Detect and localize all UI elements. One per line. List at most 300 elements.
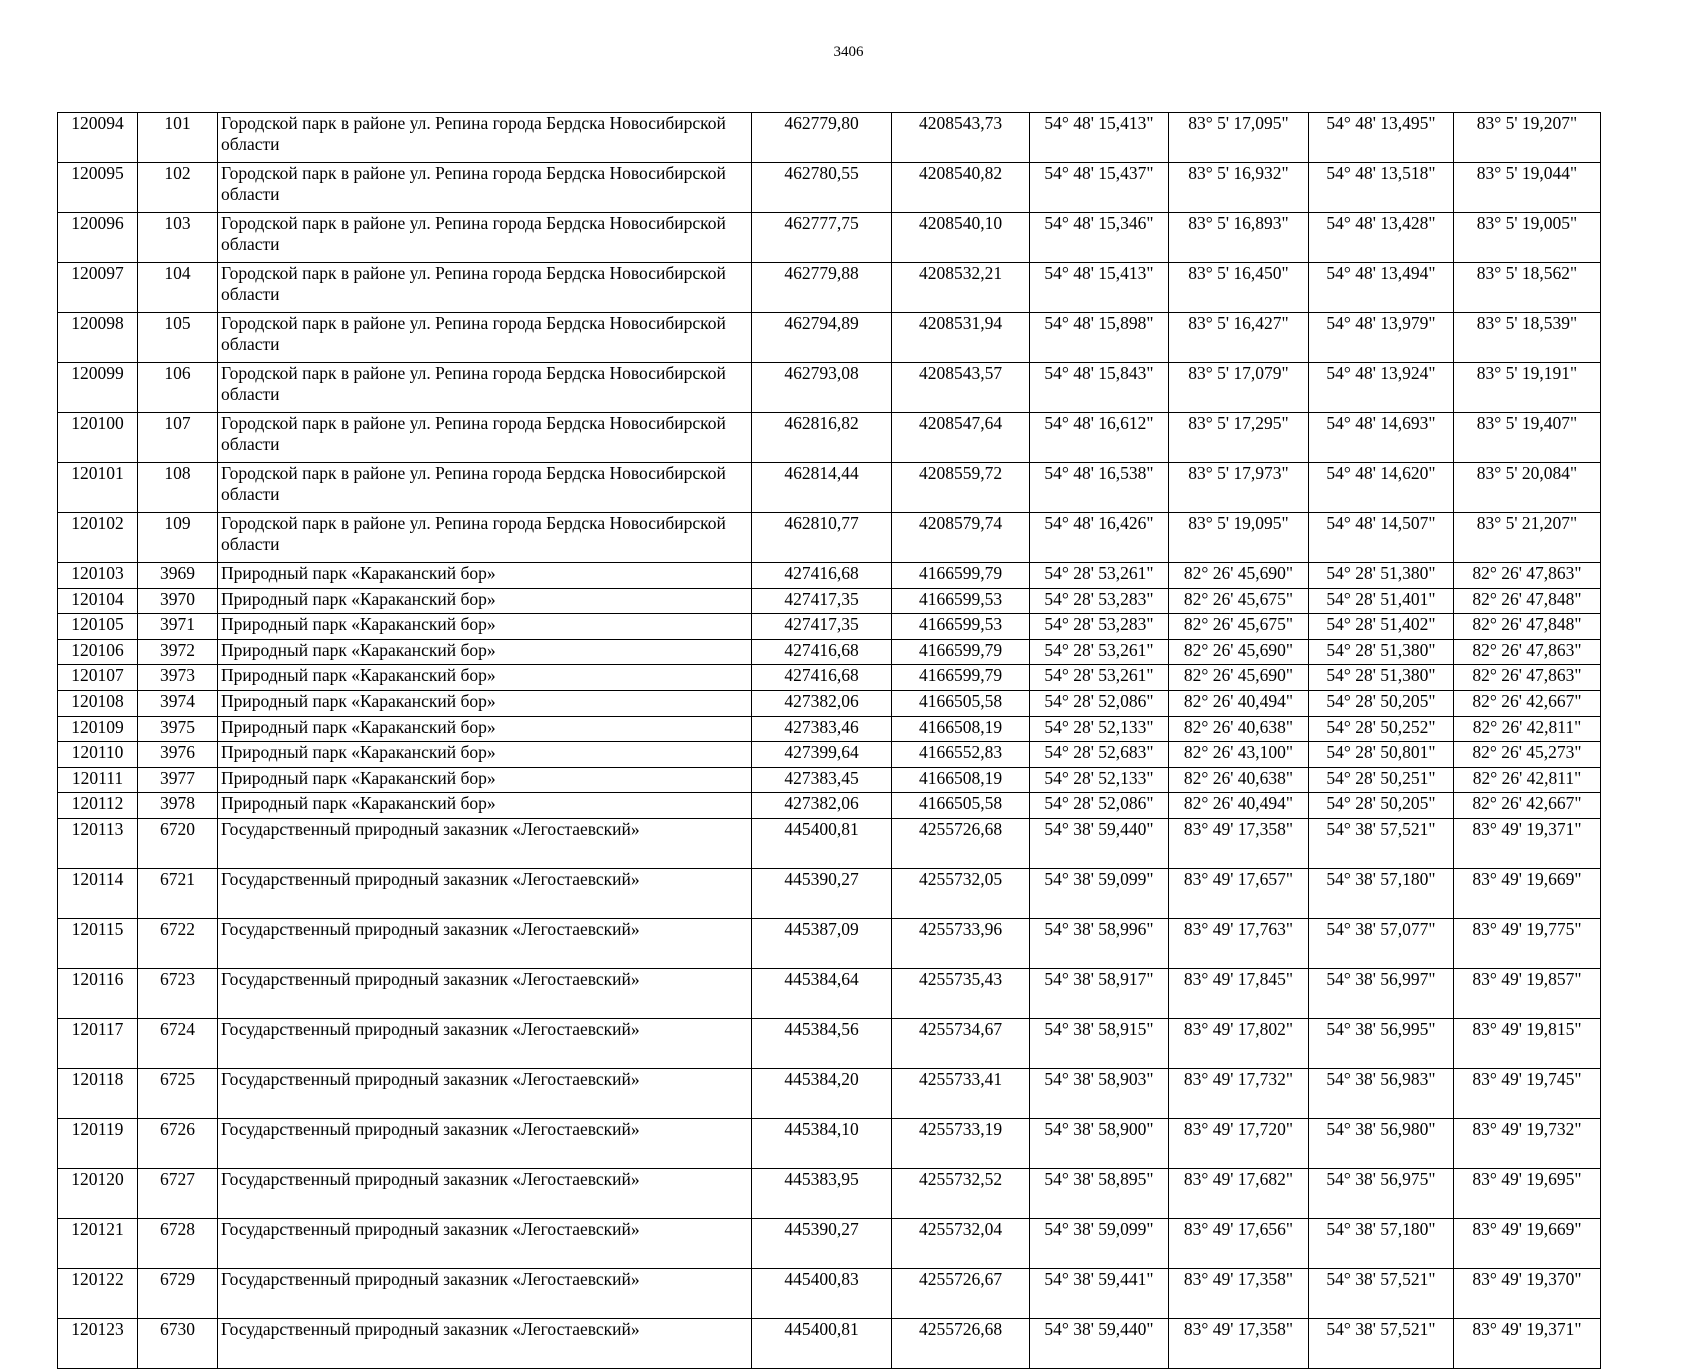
cell-x: 462780,55 — [752, 163, 892, 213]
cell-lat: 54° 48' 16,538" — [1030, 463, 1169, 513]
cell-lon2: 82° 26' 42,667" — [1454, 690, 1601, 716]
cell-y: 4166599,53 — [892, 588, 1030, 614]
cell-lat2: 54° 28' 51,402" — [1309, 614, 1454, 640]
cell-y: 4208543,73 — [892, 113, 1030, 163]
cell-lat2: 54° 28' 50,252" — [1309, 716, 1454, 742]
cell-lat2: 54° 28' 51,380" — [1309, 665, 1454, 691]
cell-lat2: 54° 28' 51,380" — [1309, 563, 1454, 589]
table-row — [58, 1068, 1601, 1118]
cell-lat: 54° 48' 15,346" — [1030, 213, 1169, 263]
cell-id: 120096 — [58, 213, 138, 263]
cell-name: Городской парк в районе ул. Репина города Бердска Новосибирской области — [218, 163, 752, 213]
cell-lat: 54° 38' 58,900" — [1030, 1118, 1169, 1168]
cell-lon2: 83° 49' 19,371" — [1454, 1318, 1601, 1368]
cell-y: 4166599,79 — [892, 665, 1030, 691]
cell-x: 445384,10 — [752, 1118, 892, 1168]
cell-id: 120117 — [58, 1018, 138, 1068]
table-row — [58, 1218, 1601, 1268]
cell-name: Городской парк в районе ул. Репина города Бердска Новосибирской области — [218, 413, 752, 463]
table-body — [58, 113, 1601, 1369]
table-row — [58, 614, 1601, 640]
cell-num: 6726 — [138, 1118, 218, 1168]
cell-name: Государственный природный заказник «Легостаевский» — [218, 1268, 752, 1318]
cell-num: 6723 — [138, 968, 218, 1018]
cell-name: Природный парк «Караканский бор» — [218, 690, 752, 716]
cell-num: 105 — [138, 313, 218, 363]
cell-id: 120114 — [58, 868, 138, 918]
cell-name: Городской парк в районе ул. Репина города Бердска Новосибирской области — [218, 113, 752, 163]
cell-y: 4255726,67 — [892, 1268, 1030, 1318]
cell-lat: 54° 38' 58,917" — [1030, 968, 1169, 1018]
table-row — [58, 716, 1601, 742]
cell-lat2: 54° 38' 57,521" — [1309, 818, 1454, 868]
cell-x: 462794,89 — [752, 313, 892, 363]
cell-lat: 54° 28' 52,133" — [1030, 767, 1169, 793]
cell-lat: 54° 38' 59,099" — [1030, 1218, 1169, 1268]
cell-lat: 54° 38' 59,441" — [1030, 1268, 1169, 1318]
cell-lon: 83° 5' 17,973" — [1169, 463, 1309, 513]
cell-id: 120105 — [58, 614, 138, 640]
cell-name: Природный парк «Караканский бор» — [218, 639, 752, 665]
table-row — [58, 563, 1601, 589]
cell-lat: 54° 48' 15,413" — [1030, 113, 1169, 163]
table-row — [58, 163, 1601, 213]
cell-lon2: 82° 26' 42,667" — [1454, 793, 1601, 819]
cell-num: 6720 — [138, 818, 218, 868]
cell-lat: 54° 28' 53,261" — [1030, 665, 1169, 691]
cell-lon: 83° 49' 17,763" — [1169, 918, 1309, 968]
cell-name: Городской парк в районе ул. Репина города Бердска Новосибирской области — [218, 313, 752, 363]
cell-lon: 83° 49' 17,358" — [1169, 1268, 1309, 1318]
cell-num: 3977 — [138, 767, 218, 793]
coordinates-table — [57, 112, 1601, 1369]
cell-num: 3971 — [138, 614, 218, 640]
table-row — [58, 1268, 1601, 1318]
cell-lat: 54° 38' 58,915" — [1030, 1018, 1169, 1068]
cell-lon2: 82° 26' 47,863" — [1454, 639, 1601, 665]
table-row — [58, 588, 1601, 614]
cell-y: 4166599,53 — [892, 614, 1030, 640]
cell-id: 120102 — [58, 513, 138, 563]
table-row — [58, 263, 1601, 313]
cell-y: 4208540,10 — [892, 213, 1030, 263]
cell-id: 120119 — [58, 1118, 138, 1168]
cell-y: 4166505,58 — [892, 690, 1030, 716]
cell-lon2: 83° 49' 19,695" — [1454, 1168, 1601, 1218]
cell-lat2: 54° 48' 13,495" — [1309, 113, 1454, 163]
cell-num: 6730 — [138, 1318, 218, 1368]
cell-id: 120121 — [58, 1218, 138, 1268]
table-row — [58, 793, 1601, 819]
cell-x: 445384,64 — [752, 968, 892, 1018]
table-row — [58, 818, 1601, 868]
cell-y: 4255726,68 — [892, 818, 1030, 868]
cell-lon: 83° 49' 17,657" — [1169, 868, 1309, 918]
table-row — [58, 513, 1601, 563]
cell-num: 102 — [138, 163, 218, 213]
cell-lon: 82° 26' 40,638" — [1169, 716, 1309, 742]
cell-lon2: 83° 49' 19,669" — [1454, 1218, 1601, 1268]
table-row — [58, 968, 1601, 1018]
cell-x: 462814,44 — [752, 463, 892, 513]
table-row — [58, 363, 1601, 413]
cell-lat: 54° 38' 59,099" — [1030, 868, 1169, 918]
cell-lon2: 82° 26' 47,863" — [1454, 563, 1601, 589]
cell-lon2: 83° 5' 19,407" — [1454, 413, 1601, 463]
cell-name: Природный парк «Караканский бор» — [218, 614, 752, 640]
cell-y: 4255735,43 — [892, 968, 1030, 1018]
cell-name: Государственный природный заказник «Легостаевский» — [218, 968, 752, 1018]
table-row — [58, 463, 1601, 513]
cell-id: 120095 — [58, 163, 138, 213]
cell-lat2: 54° 48' 13,979" — [1309, 313, 1454, 363]
cell-x: 427417,35 — [752, 614, 892, 640]
cell-lon2: 83° 5' 18,562" — [1454, 263, 1601, 313]
cell-num: 101 — [138, 113, 218, 163]
table-row — [58, 313, 1601, 363]
cell-lon: 83° 5' 17,079" — [1169, 363, 1309, 413]
cell-lon: 83° 49' 17,358" — [1169, 818, 1309, 868]
cell-y: 4208579,74 — [892, 513, 1030, 563]
table-row — [58, 1118, 1601, 1168]
cell-lon2: 83° 49' 19,857" — [1454, 968, 1601, 1018]
cell-y: 4255726,68 — [892, 1318, 1030, 1368]
cell-lat: 54° 28' 53,283" — [1030, 614, 1169, 640]
cell-lon2: 82° 26' 47,848" — [1454, 588, 1601, 614]
cell-lon2: 83° 49' 19,370" — [1454, 1268, 1601, 1318]
page-number: 3406 — [833, 44, 864, 60]
cell-lat2: 54° 28' 51,401" — [1309, 588, 1454, 614]
cell-lon: 83° 49' 17,802" — [1169, 1018, 1309, 1068]
table-row — [58, 113, 1601, 163]
cell-y: 4208532,21 — [892, 263, 1030, 313]
cell-name: Природный парк «Караканский бор» — [218, 767, 752, 793]
cell-lon2: 82° 26' 47,848" — [1454, 614, 1601, 640]
cell-id: 120118 — [58, 1068, 138, 1118]
cell-lon2: 82° 26' 42,811" — [1454, 716, 1601, 742]
cell-num: 6728 — [138, 1218, 218, 1268]
cell-lon: 83° 49' 17,732" — [1169, 1068, 1309, 1118]
cell-lon: 82° 26' 40,638" — [1169, 767, 1309, 793]
table-row — [58, 1018, 1601, 1068]
cell-num: 108 — [138, 463, 218, 513]
cell-lat: 54° 28' 52,086" — [1030, 690, 1169, 716]
cell-lon2: 83° 5' 20,084" — [1454, 463, 1601, 513]
cell-lon2: 83° 5' 18,539" — [1454, 313, 1601, 363]
cell-y: 4208540,82 — [892, 163, 1030, 213]
cell-name: Природный парк «Караканский бор» — [218, 665, 752, 691]
cell-lon2: 83° 49' 19,775" — [1454, 918, 1601, 968]
cell-lat: 54° 28' 53,261" — [1030, 639, 1169, 665]
cell-x: 445400,83 — [752, 1268, 892, 1318]
cell-lat: 54° 38' 58,895" — [1030, 1168, 1169, 1218]
cell-name: Природный парк «Караканский бор» — [218, 716, 752, 742]
cell-num: 107 — [138, 413, 218, 463]
cell-lat: 54° 48' 15,413" — [1030, 263, 1169, 313]
cell-name: Государственный природный заказник «Легостаевский» — [218, 918, 752, 968]
cell-y: 4208543,57 — [892, 363, 1030, 413]
cell-name: Государственный природный заказник «Легостаевский» — [218, 1068, 752, 1118]
cell-name: Городской парк в районе ул. Репина города Бердска Новосибирской области — [218, 363, 752, 413]
cell-x: 427416,68 — [752, 639, 892, 665]
cell-name: Природный парк «Караканский бор» — [218, 563, 752, 589]
cell-y: 4208531,94 — [892, 313, 1030, 363]
cell-lat2: 54° 38' 57,077" — [1309, 918, 1454, 968]
cell-y: 4166508,19 — [892, 767, 1030, 793]
cell-y: 4255733,41 — [892, 1068, 1030, 1118]
cell-lon: 82° 26' 45,675" — [1169, 588, 1309, 614]
cell-lat2: 54° 28' 50,801" — [1309, 742, 1454, 768]
cell-y: 4255733,19 — [892, 1118, 1030, 1168]
cell-lon: 83° 5' 16,893" — [1169, 213, 1309, 263]
cell-lon2: 82° 26' 45,273" — [1454, 742, 1601, 768]
cell-lat: 54° 38' 58,903" — [1030, 1068, 1169, 1118]
cell-num: 3976 — [138, 742, 218, 768]
cell-lon2: 83° 49' 19,815" — [1454, 1018, 1601, 1068]
cell-lat: 54° 48' 16,612" — [1030, 413, 1169, 463]
cell-id: 120097 — [58, 263, 138, 313]
cell-id: 120108 — [58, 690, 138, 716]
cell-name: Государственный природный заказник «Легостаевский» — [218, 1118, 752, 1168]
cell-lat2: 54° 38' 57,521" — [1309, 1268, 1454, 1318]
cell-num: 3973 — [138, 665, 218, 691]
cell-id: 120104 — [58, 588, 138, 614]
cell-x: 445384,20 — [752, 1068, 892, 1118]
cell-lat2: 54° 48' 14,507" — [1309, 513, 1454, 563]
cell-num: 6724 — [138, 1018, 218, 1068]
cell-num: 109 — [138, 513, 218, 563]
cell-lon: 82° 26' 40,494" — [1169, 690, 1309, 716]
cell-num: 6725 — [138, 1068, 218, 1118]
cell-lon2: 83° 49' 19,669" — [1454, 868, 1601, 918]
cell-lon: 83° 49' 17,656" — [1169, 1218, 1309, 1268]
cell-id: 120107 — [58, 665, 138, 691]
cell-lat: 54° 28' 52,133" — [1030, 716, 1169, 742]
table-row — [58, 413, 1601, 463]
cell-lat2: 54° 38' 56,983" — [1309, 1068, 1454, 1118]
cell-y: 4166599,79 — [892, 639, 1030, 665]
cell-x: 427417,35 — [752, 588, 892, 614]
cell-lat2: 54° 48' 13,924" — [1309, 363, 1454, 413]
cell-x: 462816,82 — [752, 413, 892, 463]
cell-num: 106 — [138, 363, 218, 413]
table-row — [58, 767, 1601, 793]
cell-id: 120122 — [58, 1268, 138, 1318]
cell-lon: 83° 5' 17,295" — [1169, 413, 1309, 463]
cell-id: 120111 — [58, 767, 138, 793]
cell-y: 4208547,64 — [892, 413, 1030, 463]
cell-x: 462777,75 — [752, 213, 892, 263]
cell-id: 120099 — [58, 363, 138, 413]
cell-lon2: 83° 49' 19,732" — [1454, 1118, 1601, 1168]
cell-lat2: 54° 28' 50,205" — [1309, 690, 1454, 716]
cell-id: 120115 — [58, 918, 138, 968]
cell-lat2: 54° 48' 14,620" — [1309, 463, 1454, 513]
cell-lon: 83° 5' 19,095" — [1169, 513, 1309, 563]
table-row — [58, 665, 1601, 691]
cell-y: 4255732,05 — [892, 868, 1030, 918]
table-row — [58, 1168, 1601, 1218]
cell-lon: 83° 49' 17,358" — [1169, 1318, 1309, 1368]
cell-id: 120113 — [58, 818, 138, 868]
cell-name: Государственный природный заказник «Легостаевский» — [218, 1168, 752, 1218]
cell-lat2: 54° 38' 56,975" — [1309, 1168, 1454, 1218]
cell-num: 3975 — [138, 716, 218, 742]
cell-lon: 82° 26' 45,690" — [1169, 665, 1309, 691]
cell-name: Городской парк в районе ул. Репина города Бердска Новосибирской области — [218, 213, 752, 263]
cell-num: 3969 — [138, 563, 218, 589]
table-row — [58, 868, 1601, 918]
cell-num: 103 — [138, 213, 218, 263]
cell-id: 120094 — [58, 113, 138, 163]
cell-lon: 82° 26' 45,690" — [1169, 563, 1309, 589]
cell-x: 445390,27 — [752, 1218, 892, 1268]
cell-id: 120101 — [58, 463, 138, 513]
cell-id: 120116 — [58, 968, 138, 1018]
cell-name: Природный парк «Караканский бор» — [218, 588, 752, 614]
cell-lat2: 54° 28' 50,251" — [1309, 767, 1454, 793]
cell-id: 120112 — [58, 793, 138, 819]
cell-id: 120123 — [58, 1318, 138, 1368]
cell-lat2: 54° 38' 57,180" — [1309, 1218, 1454, 1268]
cell-y: 4166599,79 — [892, 563, 1030, 589]
cell-lon: 82° 26' 43,100" — [1169, 742, 1309, 768]
cell-lon: 83° 5' 16,450" — [1169, 263, 1309, 313]
cell-x: 427382,06 — [752, 793, 892, 819]
cell-x: 445400,81 — [752, 818, 892, 868]
cell-name: Природный парк «Караканский бор» — [218, 793, 752, 819]
cell-lon2: 83° 5' 19,207" — [1454, 113, 1601, 163]
cell-lat: 54° 38' 59,440" — [1030, 818, 1169, 868]
cell-id: 120106 — [58, 639, 138, 665]
cell-lat: 54° 48' 16,426" — [1030, 513, 1169, 563]
cell-lon: 83° 5' 16,932" — [1169, 163, 1309, 213]
cell-lat: 54° 28' 53,261" — [1030, 563, 1169, 589]
cell-num: 6729 — [138, 1268, 218, 1318]
cell-x: 427383,46 — [752, 716, 892, 742]
cell-lat: 54° 48' 15,898" — [1030, 313, 1169, 363]
table-row — [58, 690, 1601, 716]
cell-x: 462779,80 — [752, 113, 892, 163]
cell-x: 445384,56 — [752, 1018, 892, 1068]
cell-lon2: 83° 5' 21,207" — [1454, 513, 1601, 563]
cell-y: 4166552,83 — [892, 742, 1030, 768]
cell-y: 4255732,04 — [892, 1218, 1030, 1268]
cell-x: 445383,95 — [752, 1168, 892, 1218]
cell-lon: 83° 49' 17,682" — [1169, 1168, 1309, 1218]
cell-name: Государственный природный заказник «Легостаевский» — [218, 868, 752, 918]
cell-num: 6722 — [138, 918, 218, 968]
cell-x: 462793,08 — [752, 363, 892, 413]
cell-lon: 83° 49' 17,845" — [1169, 968, 1309, 1018]
cell-x: 445400,81 — [752, 1318, 892, 1368]
cell-name: Городской парк в районе ул. Репина города Бердска Новосибирской области — [218, 513, 752, 563]
cell-num: 3974 — [138, 690, 218, 716]
cell-lon: 82° 26' 40,494" — [1169, 793, 1309, 819]
cell-y: 4208559,72 — [892, 463, 1030, 513]
cell-lat2: 54° 28' 51,380" — [1309, 639, 1454, 665]
cell-lat: 54° 28' 53,283" — [1030, 588, 1169, 614]
cell-lat2: 54° 48' 13,428" — [1309, 213, 1454, 263]
cell-id: 120103 — [58, 563, 138, 589]
cell-x: 427399,64 — [752, 742, 892, 768]
cell-id: 120109 — [58, 716, 138, 742]
cell-id: 120120 — [58, 1168, 138, 1218]
cell-lon2: 83° 49' 19,371" — [1454, 818, 1601, 868]
cell-name: Городской парк в районе ул. Репина города Бердска Новосибирской области — [218, 263, 752, 313]
cell-lat2: 54° 38' 56,995" — [1309, 1018, 1454, 1068]
cell-lat2: 54° 28' 50,205" — [1309, 793, 1454, 819]
cell-lat: 54° 48' 15,843" — [1030, 363, 1169, 413]
cell-id: 120110 — [58, 742, 138, 768]
cell-x: 462810,77 — [752, 513, 892, 563]
cell-lon2: 82° 26' 42,811" — [1454, 767, 1601, 793]
cell-num: 3972 — [138, 639, 218, 665]
cell-lon: 83° 5' 16,427" — [1169, 313, 1309, 363]
table-row — [58, 918, 1601, 968]
cell-num: 3970 — [138, 588, 218, 614]
cell-lon2: 83° 5' 19,191" — [1454, 363, 1601, 413]
cell-name: Природный парк «Караканский бор» — [218, 742, 752, 768]
cell-name: Государственный природный заказник «Легостаевский» — [218, 1218, 752, 1268]
cell-lat2: 54° 48' 13,518" — [1309, 163, 1454, 213]
cell-lat2: 54° 38' 57,521" — [1309, 1318, 1454, 1368]
cell-x: 427382,06 — [752, 690, 892, 716]
cell-lat: 54° 28' 52,683" — [1030, 742, 1169, 768]
cell-x: 445390,27 — [752, 868, 892, 918]
cell-num: 3978 — [138, 793, 218, 819]
cell-num: 104 — [138, 263, 218, 313]
table-row — [58, 742, 1601, 768]
cell-num: 6721 — [138, 868, 218, 918]
cell-name: Государственный природный заказник «Легостаевский» — [218, 1018, 752, 1068]
cell-y: 4255732,52 — [892, 1168, 1030, 1218]
cell-lon2: 83° 5' 19,005" — [1454, 213, 1601, 263]
cell-lat2: 54° 38' 57,180" — [1309, 868, 1454, 918]
cell-name: Государственный природный заказник «Легостаевский» — [218, 1318, 752, 1368]
cell-y: 4166508,19 — [892, 716, 1030, 742]
cell-num: 6727 — [138, 1168, 218, 1218]
cell-lat: 54° 28' 52,086" — [1030, 793, 1169, 819]
cell-lon: 83° 5' 17,095" — [1169, 113, 1309, 163]
cell-name: Городской парк в районе ул. Репина города Бердска Новосибирской области — [218, 463, 752, 513]
cell-lon: 82° 26' 45,690" — [1169, 639, 1309, 665]
cell-lat: 54° 48' 15,437" — [1030, 163, 1169, 213]
cell-id: 120100 — [58, 413, 138, 463]
cell-x: 462779,88 — [752, 263, 892, 313]
table-row — [58, 1318, 1601, 1368]
cell-id: 120098 — [58, 313, 138, 363]
cell-x: 445387,09 — [752, 918, 892, 968]
cell-x: 427383,45 — [752, 767, 892, 793]
table-row — [58, 639, 1601, 665]
cell-y: 4255734,67 — [892, 1018, 1030, 1068]
cell-lat2: 54° 38' 56,980" — [1309, 1118, 1454, 1168]
cell-lat2: 54° 48' 13,494" — [1309, 263, 1454, 313]
cell-lon2: 83° 49' 19,745" — [1454, 1068, 1601, 1118]
cell-x: 427416,68 — [752, 665, 892, 691]
table-row — [58, 213, 1601, 263]
cell-lon2: 82° 26' 47,863" — [1454, 665, 1601, 691]
cell-lon: 83° 49' 17,720" — [1169, 1118, 1309, 1168]
cell-lat: 54° 38' 58,996" — [1030, 918, 1169, 968]
cell-lat2: 54° 38' 56,997" — [1309, 968, 1454, 1018]
cell-lon2: 83° 5' 19,044" — [1454, 163, 1601, 213]
cell-lat2: 54° 48' 14,693" — [1309, 413, 1454, 463]
cell-name: Государственный природный заказник «Легостаевский» — [218, 818, 752, 868]
cell-y: 4166505,58 — [892, 793, 1030, 819]
cell-lat: 54° 38' 59,440" — [1030, 1318, 1169, 1368]
